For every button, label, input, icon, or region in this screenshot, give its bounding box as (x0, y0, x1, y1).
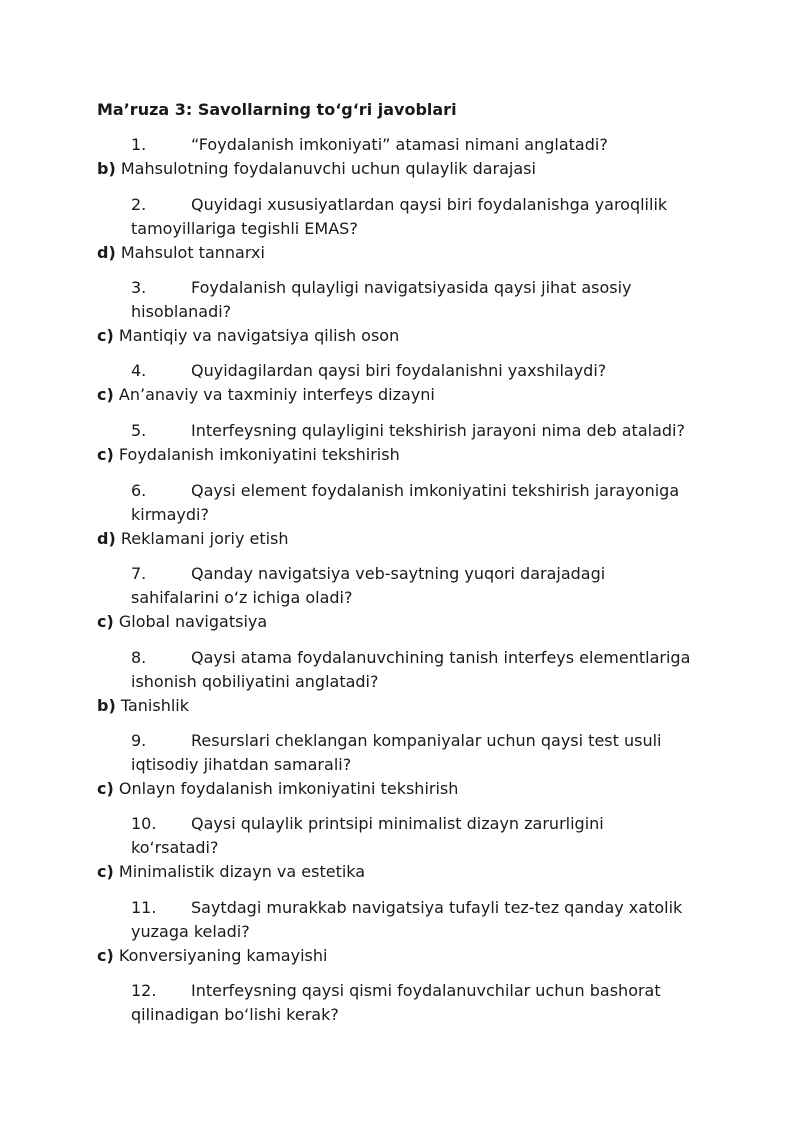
question-text: Qaysi qulaylik printsipi minimalist dizayn zarurligini (191, 814, 604, 833)
answer-text: Mantiqiy va navigatsiya qilish oson (118, 326, 400, 345)
answer (97, 324, 800, 348)
page-title: Ma’ruza 3: Savollarning to‘g‘ri javoblari (97, 100, 457, 119)
question-text: Saytdagi murakkab navigatsiya tufayli tez-tez qanday xatolik (191, 898, 683, 917)
answer-text: An’anaviy va taxminiy interfeys dizayni (118, 385, 435, 404)
question-text: Qanday navigatsiya veb-saytning yuqori darajadagi (191, 564, 606, 583)
question-text-continued: kirmaydi? (131, 505, 209, 524)
answer-text: Minimalistik dizayn va estetika (118, 862, 366, 881)
question-text: “Foydalanish imkoniyati” atamasi nimani anglatadi? (191, 135, 608, 154)
answer (97, 157, 800, 181)
question-number: 1. (131, 135, 147, 154)
question-text-continued: hisoblanadi? (131, 302, 232, 321)
answer-text: Konversiyaning kamayishi (118, 946, 328, 965)
question-text-continued: ishonish qobiliyatini anglatadi? (131, 672, 379, 691)
question (131, 562, 711, 586)
question (131, 979, 711, 1003)
answer (97, 694, 800, 718)
question-number: 3. (131, 278, 147, 297)
question-text: Qaysi element foydalanish imkoniyatini tekshirish jarayoniga (191, 481, 680, 500)
question (131, 729, 711, 753)
question-text: Resurslari cheklangan kompaniyalar uchun qaysi test usuli (191, 731, 662, 750)
question (131, 812, 711, 836)
answer-text: Tanishlik (120, 696, 190, 715)
qa-item-9 (0, 729, 800, 801)
question-text: Quyidagilardan qaysi biri foydalanishni yaxshilaydi? (191, 361, 607, 380)
question-text-continued: qilinadigan bo‘lishi kerak? (131, 1005, 339, 1024)
question-text: Quyidagi xususiyatlardan qaysi biri foydalanishga yaroqlilik (191, 195, 668, 214)
question (131, 479, 711, 503)
question-text-continued: iqtisodiy jihatdan samarali? (131, 755, 352, 774)
answer-letter: c) (97, 946, 114, 965)
answer-text: Reklamani joriy etish (120, 529, 289, 548)
question-number: 4. (131, 361, 147, 380)
question-number: 5. (131, 421, 147, 440)
question-text: Foydalanish qulayligi navigatsiyasida qaysi jihat asosiy (191, 278, 632, 297)
qa-item-10 (0, 812, 800, 884)
answer (97, 527, 800, 551)
question-number: 2. (131, 195, 147, 214)
answer-letter: b) (97, 696, 116, 715)
answer-letter: c) (97, 612, 114, 631)
question-number: 6. (131, 481, 147, 500)
qa-item-11 (0, 896, 800, 968)
qa-item-3 (0, 276, 800, 348)
qa-item-8 (0, 646, 800, 718)
answer (97, 860, 800, 884)
answer-text: Mahsulot tannarxi (120, 243, 265, 262)
answer-text: Onlayn foydalanish imkoniyatini tekshirish (118, 779, 459, 798)
question (131, 193, 711, 217)
answer-letter: c) (97, 326, 114, 345)
question (131, 133, 711, 157)
question-text: Interfeysning qaysi qismi foydalanuvchilar uchun bashorat (191, 981, 661, 1000)
question (131, 896, 711, 920)
qa-item-7 (0, 562, 800, 634)
question (131, 276, 711, 300)
qa-item-5 (0, 419, 800, 467)
question-text: Qaysi atama foydalanuvchining tanish interfeys elementlariga (191, 648, 691, 667)
answer (97, 610, 800, 634)
answer (97, 443, 800, 467)
answer (97, 241, 800, 265)
question-text-continued: tamoyillariga tegishli EMAS? (131, 219, 358, 238)
qa-item-6 (0, 479, 800, 551)
answer (97, 383, 800, 407)
qa-item-1 (0, 133, 800, 181)
question-number: 9. (131, 731, 147, 750)
answer-letter: b) (97, 159, 116, 178)
answer-letter: c) (97, 862, 114, 881)
question-text: Interfeysning qulayligini tekshirish jarayoni nima deb ataladi? (191, 421, 685, 440)
answer-letter: c) (97, 385, 114, 404)
question-text-continued: yuzaga keladi? (131, 922, 250, 941)
qa-item-12 (0, 979, 800, 1027)
answer-text: Mahsulotning foydalanuvchi uchun qulaylik darajasi (120, 159, 536, 178)
answer (97, 777, 800, 801)
answer-letter: d) (97, 243, 116, 262)
question (131, 646, 711, 670)
question-number: 10. (131, 814, 157, 833)
question-text-continued: ko‘rsatadi? (131, 838, 219, 857)
answer (97, 944, 800, 968)
answer-letter: d) (97, 529, 116, 548)
question-number: 12. (131, 981, 157, 1000)
answer-letter: c) (97, 445, 114, 464)
answer-letter: c) (97, 779, 114, 798)
question-number: 8. (131, 648, 147, 667)
question-text-continued: sahifalarini o‘z ichiga oladi? (131, 588, 353, 607)
answer-text: Global navigatsiya (118, 612, 268, 631)
question (131, 419, 711, 443)
question-number: 11. (131, 898, 157, 917)
qa-item-4 (0, 359, 800, 407)
question-number: 7. (131, 564, 147, 583)
answer-text: Foydalanish imkoniyatini tekshirish (118, 445, 400, 464)
qa-item-2 (0, 193, 800, 265)
question (131, 359, 711, 383)
